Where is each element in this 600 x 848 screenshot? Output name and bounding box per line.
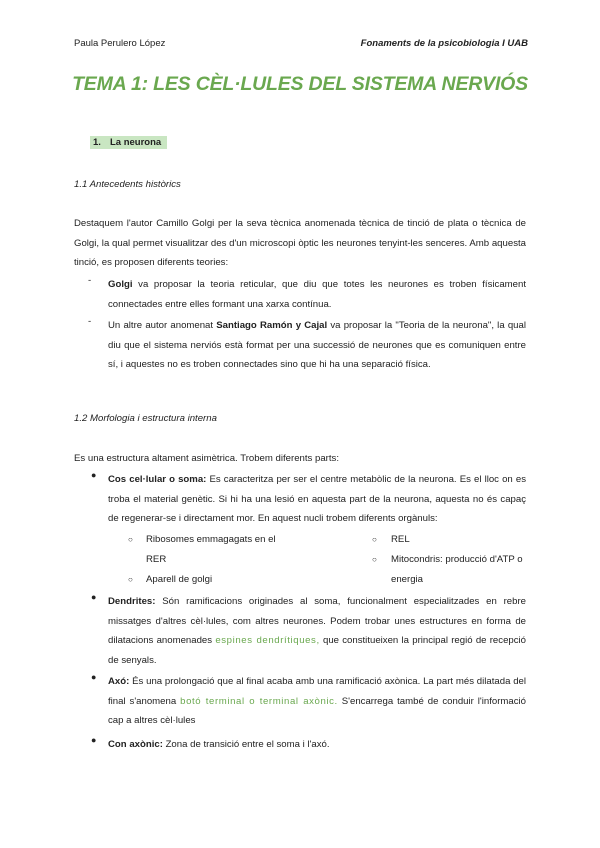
axon-hillock-text: Con axònic: Zona de transició entre el soma i l'axó.	[108, 739, 330, 750]
header-author: Paula Perulero López	[74, 38, 166, 49]
list-item-axon	[74, 672, 526, 731]
dendrites-text: Dendrites: Són ramificacions originades al soma, funcionalment especialitzades en rebre missatges d'altres cèl·lules, com altres neurones. Podem trobar unes estructures en forma de dilatacions anomenades espines dendrítiques, que constitueixen la principal regió de recepció de senyals.	[108, 596, 527, 666]
theory-author: Golgi	[108, 279, 133, 290]
bullet-marker: ●	[91, 470, 97, 480]
morphology-intro: Es una estructura altament asimètrica. Trobem diferents parts:	[74, 453, 340, 464]
organelle-item: Aparell de golgi	[146, 574, 213, 585]
axon-text: Axó: És una prolongació que al final acaba amb una ramificació axònica. La part més dilatada del final s'anomena botó terminal o terminal axònic. S'encarrega també de conduir l'informació cap a altres cèl·lules	[108, 676, 526, 727]
bullet-marker: ●	[91, 735, 97, 745]
page-title: TEMA 1: LES CÈL·LULES DEL SISTEMA NERVIÓS	[72, 73, 528, 95]
list-item-dendrites	[74, 592, 526, 670]
list-item-soma	[74, 470, 526, 529]
bullet-marker: ●	[91, 592, 97, 602]
theory-item-golgi	[74, 275, 526, 314]
circle-marker: ○	[128, 575, 133, 584]
circle-marker: ○	[372, 535, 377, 544]
highlight-term: espines dendrítiques,	[215, 635, 320, 647]
section-number: 1.	[93, 137, 101, 148]
theory-text: Golgi va proposar la teoria reticular, que diu que totes les neurones es troben físicament connectades entre elles formant una xarxa contínua.	[108, 279, 526, 310]
subsection-heading-1-2: 1.2 Morfologia i estructura interna	[74, 413, 217, 424]
bullet-marker: ●	[91, 672, 97, 682]
circle-marker: ○	[128, 535, 133, 544]
circle-marker: ○	[372, 555, 377, 564]
dash-marker: -	[88, 316, 92, 327]
organelle-item: Mitocondris: producció d'ATP o energia	[391, 554, 523, 585]
header-course: Fonaments de la psicobiologia I UAB	[360, 38, 528, 49]
organelle-item: Ribosomes emmagagats en el RER	[146, 534, 276, 565]
organelle-list	[0, 530, 600, 592]
organelle-item: REL	[391, 534, 410, 545]
section-heading	[90, 136, 167, 149]
section-label: La neurona	[110, 137, 162, 148]
theory-item-cajal	[74, 316, 526, 375]
highlight-term: botó terminal o terminal axònic.	[180, 695, 338, 707]
subsection-heading-1-1: 1.1 Antecedents històrics	[74, 179, 181, 190]
soma-text: Cos cel·lular o soma: Es caracteritza per ser el centre metabòlic de la neurona. Es el lloc on es troba el material genètic. Si hi ha una lesió en aquesta part de la neurona, aquesta no és capaç de regenerar-se i directament mor. En aquest nucli trobem diferents orgànuls:	[108, 474, 526, 525]
dash-marker: -	[88, 275, 92, 286]
theory-text: Un altre autor anomenat Santiago Ramón y Cajal va proposar la "Teoria de la neurona", la qual diu que el sistema nerviós està format per una successió de neurones que es comuniquen entre sí, i aquestes no es troben connectades sino que hi ha una separació física.	[108, 320, 526, 370]
list-item-axon-hillock	[74, 735, 526, 755]
theory-author: Santiago Ramón y Cajal	[216, 320, 328, 331]
intro-paragraph: Destaquem l'autor Camillo Golgi per la seva tècnica anomenada tècnica de tinció de plata o tècnica de Golgi, la qual permet visualitzar des d'un microscopi òptic les neurones tenyint-les senceres. Amb aquesta tinció, es proposen diferents teories:	[74, 218, 526, 268]
